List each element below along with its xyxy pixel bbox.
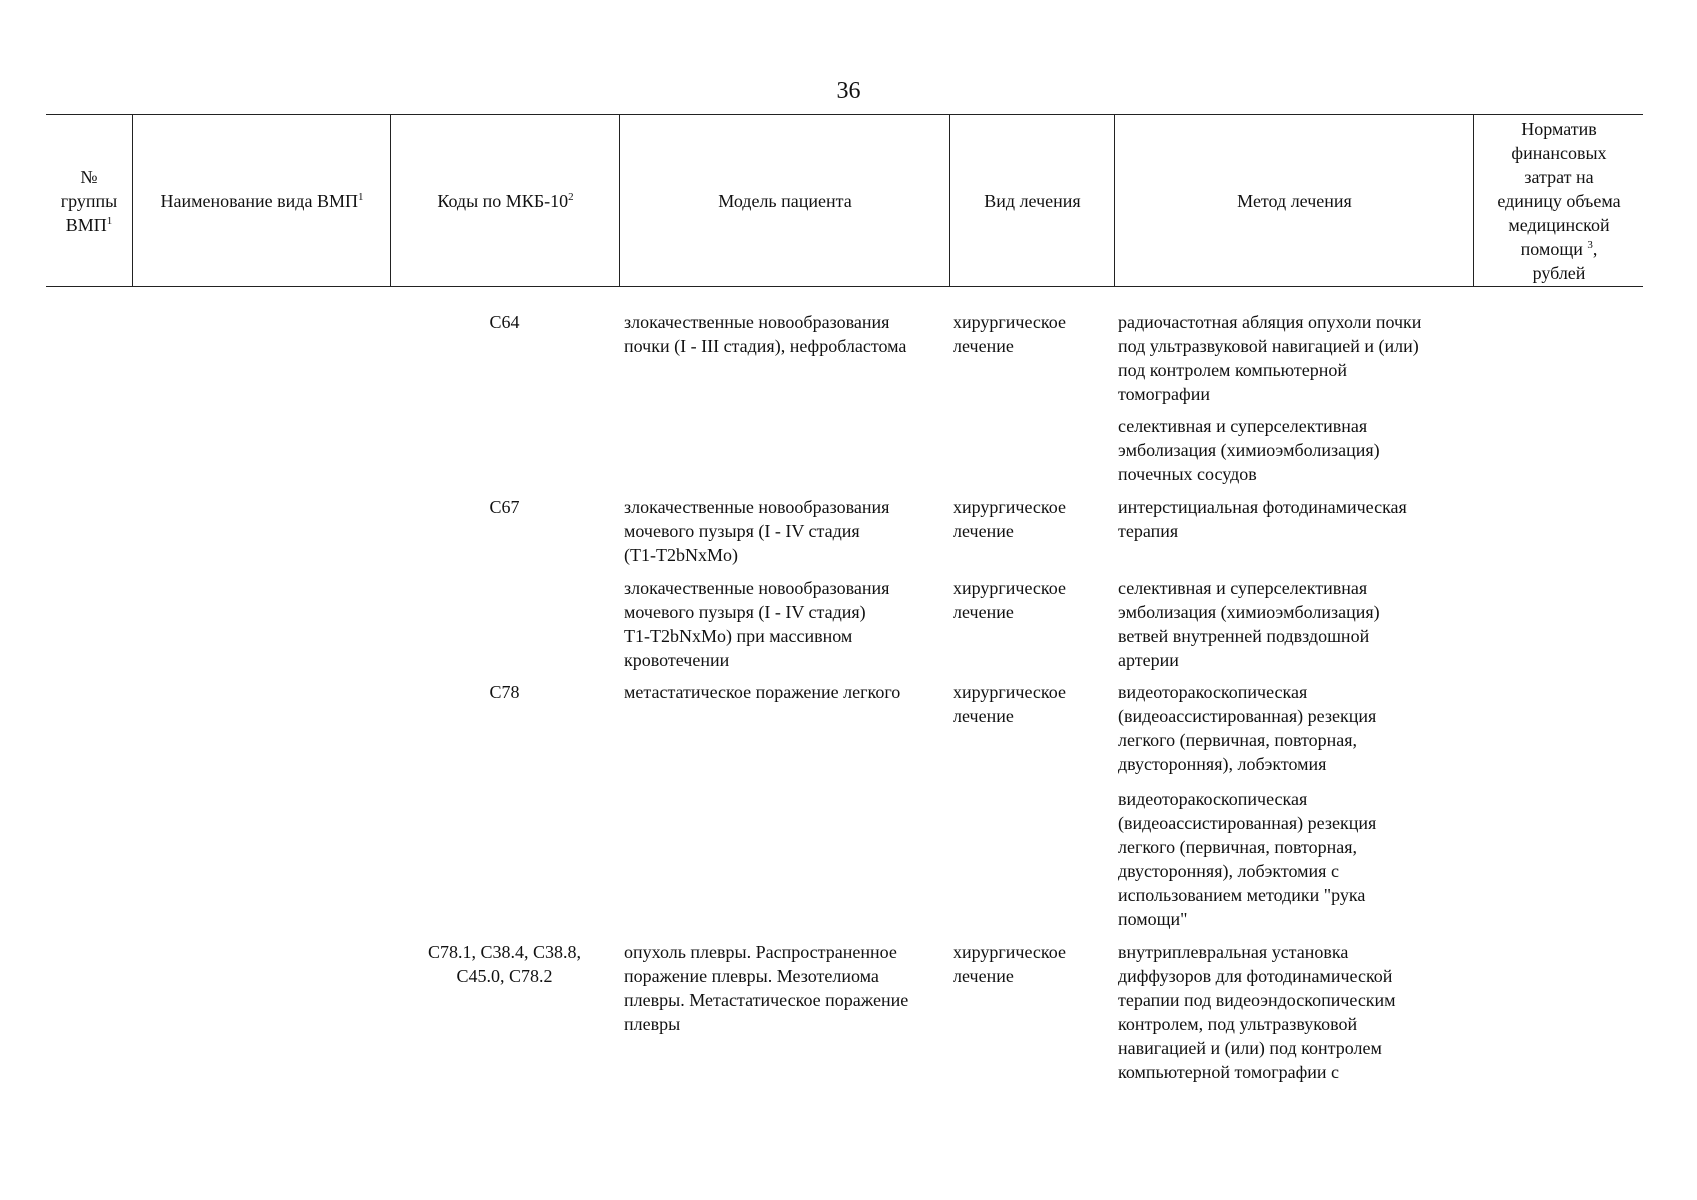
cell-line: помощи" <box>1118 909 1188 929</box>
header-patient-model <box>619 115 950 286</box>
header-cost-standard <box>1473 115 1644 286</box>
cell-line: хирургическое <box>953 312 1066 332</box>
header-cost-line-5: медицинской <box>1508 214 1610 235</box>
table-row-treatment-type <box>953 495 1118 543</box>
table-row-treatment-type <box>953 576 1118 624</box>
cell-line: артерии <box>1118 650 1179 670</box>
cell-line: опухоль плевры. Распространенное <box>624 942 897 962</box>
cell-line: мочевого пузыря (I - IV стадия) <box>624 602 866 622</box>
cell-line: поражение плевры. Мезотелиома <box>624 966 879 986</box>
cell-line: лечение <box>953 966 1014 986</box>
header-group-line-3: ВМП <box>65 214 107 235</box>
cell-line: ветвей внутренней подвздошной <box>1118 626 1370 646</box>
header-cost-line-6: помощи <box>1520 238 1583 259</box>
cell-line: T1-T2bNxMo) при массивном <box>624 626 853 646</box>
table-row-treatment-method <box>1118 414 1477 486</box>
table-row-icd-code: C64 <box>489 312 520 332</box>
cell-line: томографии <box>1118 384 1210 404</box>
cell-line: интерстициальная фотодинамическая <box>1118 497 1407 517</box>
cell-line: плевры. Метастатическое поражение <box>624 990 909 1010</box>
header-cost-line-3: затрат на <box>1524 166 1594 187</box>
cell-line: эмболизация (химиоэмболизация) <box>1118 440 1380 460</box>
header-cost-line-4: единицу объема <box>1497 190 1621 211</box>
header-cost-line-2: финансовых <box>1511 142 1607 163</box>
table-row-treatment-type <box>953 940 1118 988</box>
table-row-treatment-method <box>1118 680 1477 776</box>
cell-line: лечение <box>953 521 1014 541</box>
table-row-treatment-method <box>1118 310 1477 406</box>
cell-line: использованием методики "рука <box>1118 885 1366 905</box>
cell-line: контролем, под ультразвуковой <box>1118 1014 1358 1034</box>
cell-line: злокачественные новообразования <box>624 497 890 517</box>
cell-line: двусторонняя), лобэктомия <box>1118 754 1327 774</box>
table-row-treatment-method <box>1118 787 1477 931</box>
cell-line: видеоторакоскопическая <box>1118 682 1308 702</box>
header-icd-codes-label: Коды по МКБ-10 <box>437 190 569 211</box>
cell-line: селективная и суперселективная <box>1118 578 1368 598</box>
cell-line: терапии под видеоэндоскопическим <box>1118 990 1396 1010</box>
cell-line: C78.1, C38.4, C38.8, <box>427 942 582 962</box>
cell-line: злокачественные новообразования <box>624 312 890 332</box>
footnote-ref: 1 <box>106 214 113 227</box>
cell-line: терапия <box>1118 521 1179 541</box>
cell-line: почки (I - III стадия), нефробластома <box>624 336 907 356</box>
header-vmp-name <box>132 115 391 286</box>
table-row-treatment-method <box>1118 495 1477 543</box>
footnote-ref: 2 <box>568 190 574 203</box>
table-row-treatment-type <box>953 310 1118 358</box>
header-group-number <box>46 115 132 286</box>
table-row-icd-code: C67 <box>489 497 520 517</box>
cell-line: радиочастотная абляция опухоли почки <box>1118 312 1422 332</box>
cell-line: лечение <box>953 336 1014 356</box>
cell-line: эмболизация (химиоэмболизация) <box>1118 602 1380 622</box>
cell-line: диффузоров для фотодинамической <box>1118 966 1393 986</box>
header-treatment-method-label: Метод лечения <box>1237 190 1352 211</box>
cell-line: лечение <box>953 706 1014 726</box>
cell-line: хирургическое <box>953 578 1066 598</box>
table-row-patient-model <box>624 680 954 704</box>
header-icd-codes <box>390 115 620 286</box>
header-vmp-name-label: Наименование вида ВМП <box>160 190 358 211</box>
cell-line: (T1-T2bNxMo) <box>624 545 738 565</box>
cell-line: селективная и суперселективная <box>1118 416 1368 436</box>
cell-line: лечение <box>953 602 1014 622</box>
cell-line: (видеоассистированная) резекция <box>1118 813 1377 833</box>
table-row-treatment-method <box>1118 576 1477 672</box>
table-row-patient-model <box>624 576 954 672</box>
cell-line: навигацией и (или) под контролем <box>1118 1038 1382 1058</box>
table-row-patient-model <box>624 310 954 358</box>
cell-line: плевры <box>624 1014 681 1034</box>
table-header <box>46 114 1643 287</box>
cell-line: хирургическое <box>953 682 1066 702</box>
cell-line: внутриплевральная установка <box>1118 942 1349 962</box>
cell-line: почечных сосудов <box>1118 464 1257 484</box>
cell-line: метастатическое поражение легкого <box>624 682 901 702</box>
cell-line: хирургическое <box>953 497 1066 517</box>
cell-line: видеоторакоскопическая <box>1118 789 1308 809</box>
cell-line: злокачественные новообразования <box>624 578 890 598</box>
cell-line: мочевого пузыря (I - IV стадия <box>624 521 860 541</box>
footnote-ref: 1 <box>357 190 364 203</box>
cell-line: компьютерной томографии с <box>1118 1062 1340 1082</box>
header-cost-line-1: Норматив <box>1521 118 1597 139</box>
cell-line: (видеоассистированная) резекция <box>1118 706 1377 726</box>
table-row-patient-model <box>624 940 954 1036</box>
page-number: 36 <box>836 78 861 104</box>
header-group-line-2: группы <box>60 190 118 211</box>
footnote-ref: 3 <box>1587 238 1593 251</box>
header-treatment-type <box>949 115 1115 286</box>
cell-line: хирургическое <box>953 942 1066 962</box>
cell-line: двусторонняя), лобэктомия с <box>1118 861 1339 881</box>
table-row-treatment-method <box>1118 940 1477 1084</box>
table-row-icd-code <box>390 940 619 988</box>
header-treatment-type-label: Вид лечения <box>984 190 1081 211</box>
table-row-treatment-type <box>953 680 1118 728</box>
header-patient-model-label: Модель пациента <box>718 190 852 211</box>
cell-line: под контролем компьютерной <box>1118 360 1347 380</box>
table-row-patient-model <box>624 495 954 567</box>
cell-line: C45.0, C78.2 <box>456 966 553 986</box>
header-cost-line-7: рублей <box>1532 262 1586 283</box>
cell-line: кровотечении <box>624 650 730 670</box>
cell-line: под ультразвуковой навигацией и (или) <box>1118 336 1419 356</box>
header-treatment-method <box>1114 115 1474 286</box>
table-row-icd-code: C78 <box>489 682 520 702</box>
cell-line: легкого (первичная, повторная, <box>1118 837 1358 857</box>
header-cost-line-6-tail: , <box>1592 238 1598 259</box>
cell-line: легкого (первичная, повторная, <box>1118 730 1358 750</box>
header-group-line-1: № <box>80 166 98 187</box>
